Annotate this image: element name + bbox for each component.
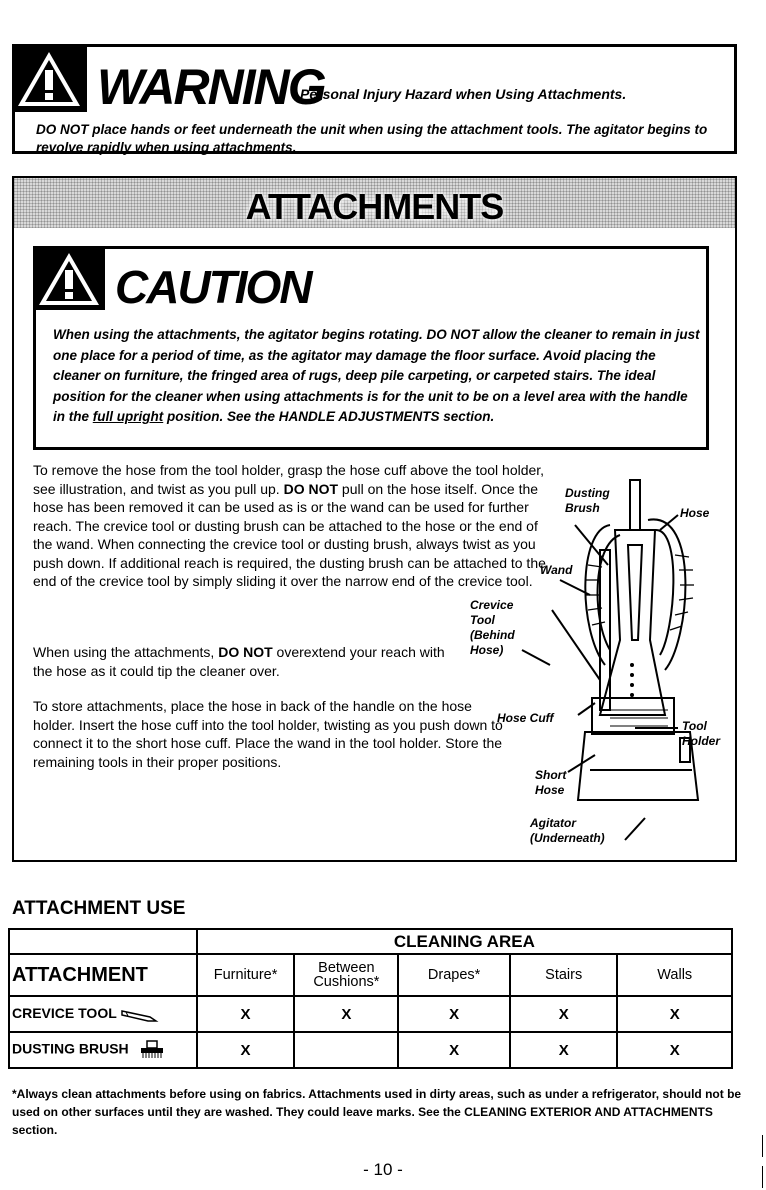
column-header-between-cushions: Between Cushions*	[294, 954, 398, 996]
label-hose-cuff: Hose Cuff	[497, 711, 554, 725]
column-header-drapes: Drapes*	[398, 954, 510, 996]
crevice-tool-icon	[120, 1007, 160, 1023]
column-header-stairs: Stairs	[510, 954, 618, 996]
warning-icon	[12, 44, 87, 112]
warning-body: DO NOT place hands or feet underneath the unit when using the attachment tools. The agitator begins to revolve rapidly when using attachments.	[36, 122, 708, 155]
full-upright-emphasis: full upright	[92, 409, 164, 424]
store-attachments-paragraph: To store attachments, place the hose in back of the handle on the hose holder. Insert the hose cuff into the tool holder, twisting as you push down to connect it to the short hose cuff. Place the wand in the tool holder. Store the remaining tools in their proper positions.	[33, 698, 503, 770]
mark-brush-between-cushions	[294, 1032, 398, 1068]
column-header-walls: Walls	[617, 954, 732, 996]
caution-body: When using the attachments, the agitator begins rotating. DO NOT allow the cleaner to remain in just one place for a period of time, as the agitator may damage the floor surface. Avoid placing the cleaner on furniture, the fringed area of rugs, deep pile carpeting, or carpeted stairs. The ideal position for the cleaner when using attachments is for the unit to be on a level area with the handle in the full upright position. See the HANDLE ADJUSTMENTS section.	[53, 327, 700, 424]
mark-crevice-furniture: X	[197, 996, 295, 1032]
table-row	[9, 1032, 732, 1068]
attachment-column-header: ATTACHMENT	[9, 954, 197, 996]
row-label-dusting-brush: DUSTING BRUSH	[9, 1032, 197, 1068]
table-row	[9, 996, 732, 1032]
label-tool-holder: Tool Holder	[682, 719, 721, 748]
caution-title: CAUTION	[115, 261, 311, 313]
cleaning-area-header: CLEANING AREA	[197, 929, 732, 954]
overextend-paragraph: When using the attachments, DO NOT overextend your reach with the hose as it could tip the cleaner over.	[33, 644, 445, 679]
row-label-crevice-tool: CREVICE TOOL	[9, 996, 197, 1032]
mark-crevice-drapes: X	[398, 996, 510, 1032]
vacuum-illustration	[460, 470, 735, 860]
warning-title: WARNING	[97, 59, 325, 115]
mark-crevice-between-cushions: X	[294, 996, 398, 1032]
warning-subtitle: Personal Injury Hazard when Using Attachments.	[300, 86, 627, 102]
edge-mark	[762, 1166, 763, 1188]
label-hose: Hose	[680, 506, 710, 520]
attachment-use-table	[8, 928, 733, 1069]
section-title: ATTACHMENTS	[245, 186, 504, 227]
mark-brush-drapes: X	[398, 1032, 510, 1068]
mark-brush-furniture: X	[197, 1032, 295, 1068]
label-wand: Wand	[540, 563, 573, 577]
attachment-use-title: ATTACHMENT USE	[12, 898, 186, 919]
mark-brush-stairs: X	[510, 1032, 618, 1068]
label-agitator: Agitator (Underneath)	[530, 816, 605, 845]
table-corner-cell	[9, 929, 197, 954]
mark-crevice-walls: X	[617, 996, 732, 1032]
caution-icon	[33, 246, 105, 310]
mark-brush-walls: X	[617, 1032, 732, 1068]
label-crevice-tool: Crevice Tool (Behind Hose)	[470, 598, 515, 657]
remove-hose-paragraph: To remove the hose from the tool holder, grasp the hose cuff above the tool holder, see illustration, and twist as you pull up. DO NOT pull on the hose itself. Once the hose has been removed it can be used as is or the wand can be used for further reach. The crevice tool or dusting brush can be attached to the hose or the end of the wand. When connecting the crevice tool or dusting brush, always twist as you push down. If additional reach is required, the dusting brush can be attached to the end of the crevice tool by simply sliding it over the narrow end of the crevice tool.	[33, 462, 546, 589]
footnote: *Always clean attachments before using on fabrics. Attachments used in dirty areas, such as under a refrigerator, should not be used on other surfaces until they are washed. They could leave marks. See the CLEANING EXTERIOR AND ATTACHMENTS section.	[12, 1087, 742, 1137]
label-short-hose: Short Hose	[535, 768, 567, 797]
mark-crevice-stairs: X	[510, 996, 618, 1032]
dusting-brush-icon	[139, 1040, 165, 1060]
page-number: - 10 -	[363, 1160, 403, 1179]
label-dusting-brush: Dusting Brush	[565, 486, 610, 515]
column-header-furniture: Furniture*	[197, 954, 295, 996]
edge-mark	[762, 1135, 763, 1157]
